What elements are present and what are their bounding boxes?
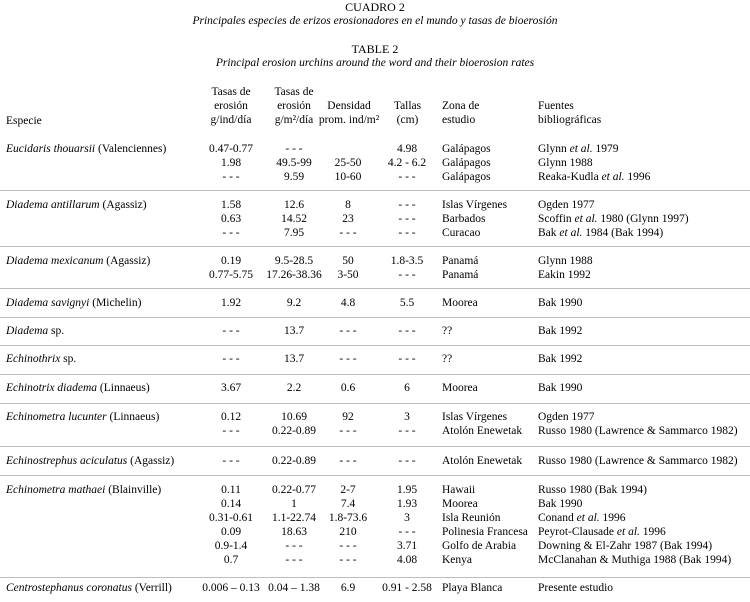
table-cell: 3-50 [337, 269, 359, 281]
table-cell: Barbados [442, 213, 486, 225]
table-cell: Downing & El-Zahr 1987 (Bak 1994) [538, 540, 713, 552]
table-cell: 0.31-0.61 [208, 512, 254, 524]
table-cell: 17.26-38.36 [266, 269, 322, 281]
table-cell: - - - [398, 269, 416, 281]
species-name: Echinotrix diadema (Linnaeus) [6, 382, 150, 394]
table-cell: 0.6 [340, 382, 356, 394]
table-cell: Glynn 1988 [538, 255, 593, 267]
header-especie: Especie [6, 115, 42, 127]
table-cell: - - - [398, 227, 416, 239]
table-cell: Bak et al. 1984 (Bak 1994) [538, 227, 664, 239]
table-cell: 9.59 [283, 171, 305, 183]
table-cell: Russo 1980 (Lawrence & Sammarco 1982) [538, 425, 738, 437]
header-tasa1-line: erosión [214, 100, 248, 112]
row-divider [0, 246, 750, 247]
table-cell: 6.9 [340, 582, 356, 594]
row-divider [0, 374, 750, 375]
species-name: Diadema antillarum (Agassiz) [6, 199, 147, 211]
table-cell: 1.98 [220, 157, 242, 169]
table-cell: Reaka-Kudla et al. 1996 [538, 171, 651, 183]
table-cell: 3 [404, 411, 410, 423]
header-fuentes-line: Fuentes [538, 100, 574, 112]
table-cell: 10-60 [334, 171, 362, 183]
table-cell: Ogden 1977 [538, 411, 595, 423]
table-cell: 50 [342, 255, 354, 267]
table-cell: 210 [339, 526, 357, 538]
table-cell: Atolón Enewetak [442, 455, 523, 467]
table-cell: 1.58 [220, 199, 242, 211]
header-tasa1-line: Tasas de [211, 86, 251, 98]
table-cell: Russo 1980 (Lawrence & Sammarco 1982) [538, 455, 738, 467]
species-name: Centrostephanus coronatus (Verrill) [6, 582, 172, 594]
table-cell: - - - [398, 213, 416, 225]
table-cell: - - - [398, 353, 416, 365]
table-cell: 6 [404, 382, 410, 394]
table-cell: 0.77-5.75 [208, 269, 254, 281]
table-cell: Kenya [442, 554, 473, 566]
table-cell: 4.98 [396, 143, 418, 155]
table-cell: Panamá [442, 255, 479, 267]
table-cell: 3.71 [396, 540, 418, 552]
table-cell: Islas Vírgenes [442, 199, 508, 211]
table-cell: - - - [285, 540, 303, 552]
table-cell: Galápagos [442, 171, 491, 183]
table-cell: Ogden 1977 [538, 199, 595, 211]
header-zona-line: Zona de [442, 100, 480, 112]
header-densidad-line: prom. ind/m² [318, 114, 380, 126]
table-cell: McClanahan & Muthiga 1988 (Bak 1994) [538, 554, 732, 566]
table-cell: 2.2 [286, 382, 302, 394]
table-cell: Eakin 1992 [538, 269, 591, 281]
table-cell: 0.19 [220, 255, 242, 267]
table-title-en: TABLE 2 [351, 42, 399, 56]
row-divider [0, 317, 750, 318]
table-cell: 9.2 [286, 297, 302, 309]
species-name: Diadema sp. [6, 325, 65, 337]
table-cell: 0.04 – 1.38 [268, 582, 320, 594]
table-cell: Moorea [442, 297, 478, 309]
table-cell: Glynn 1988 [538, 157, 593, 169]
header-tasa2-line: g/m²/día [274, 114, 314, 126]
row-divider [0, 577, 750, 578]
species-name: Echinometra lucunter (Linnaeus) [6, 411, 160, 423]
row-divider [0, 190, 750, 191]
table-cell: - - - [339, 540, 357, 552]
table-cell: 0.09 [220, 526, 242, 538]
header-tallas-line: (cm) [396, 114, 419, 126]
table-cell: Scoffin et al. 1980 (Glynn 1997) [538, 213, 689, 225]
header-tasa2-line: erosión [277, 100, 311, 112]
table-cell: 0.11 [221, 484, 241, 496]
table-cell: ?? [442, 325, 453, 337]
header-tasa2-line: Tasas de [274, 86, 314, 98]
table-cell: 0.12 [220, 411, 242, 423]
row-divider [0, 475, 750, 476]
table-cell: 1.95 [396, 484, 418, 496]
table-cell: - - - [339, 425, 357, 437]
table-cell: 92 [342, 411, 354, 423]
species-name: Diadema mexicanum (Agassiz) [6, 255, 151, 267]
species-name: Eucidaris thouarsii (Valenciennes) [6, 143, 167, 155]
table-cell: 18.63 [281, 526, 307, 538]
row-divider [0, 446, 750, 447]
table-cell: 4.08 [396, 554, 418, 566]
table-cell: Panamá [442, 269, 479, 281]
table-cell: 0.22-0.89 [271, 455, 317, 467]
table-cell: - - - [222, 425, 240, 437]
table-cell: Moorea [442, 382, 478, 394]
table-cell: Atolón Enewetak [442, 425, 523, 437]
table-cell: - - - [285, 143, 303, 155]
header-tallas-line: Tallas [393, 100, 422, 112]
table-cell: - - - [398, 171, 416, 183]
table-cell: 0.9-1.4 [214, 540, 248, 552]
table-cell: - - - [222, 171, 240, 183]
table-cell: - - - [222, 455, 240, 467]
table-cell: Galápagos [442, 143, 491, 155]
table-cell: - - - [285, 554, 303, 566]
table-cell: 5.5 [399, 297, 415, 309]
header-tasa1-line: g/ind/día [210, 114, 252, 126]
table-cell: 0.22-0.89 [271, 425, 317, 437]
table-cell: 1.8-3.5 [390, 255, 424, 267]
table-cell: 7.4 [340, 498, 356, 510]
table-cell: 1 [291, 498, 297, 510]
table-subtitle-en: Principal erosion urchins around the word and their bioerosion rates [215, 57, 535, 69]
table-title-es: CUADRO 2 [345, 0, 405, 14]
table-cell: 25-50 [334, 157, 362, 169]
table-cell: 0.22-0.77 [271, 484, 317, 496]
header-densidad-line: Densidad [327, 100, 371, 112]
table-cell: - - - [222, 227, 240, 239]
table-cell: Bak 1990 [538, 498, 583, 510]
table-cell: - - - [398, 325, 416, 337]
table-cell: 23 [342, 213, 354, 225]
table-cell: 12.6 [283, 199, 305, 211]
species-name: Echinothrix sp. [6, 353, 77, 365]
table-cell: 0.91 - 2.58 [382, 582, 432, 594]
table-cell: - - - [398, 425, 416, 437]
row-divider [0, 403, 750, 404]
species-name: Echinostrephus aciculatus (Agassiz) [6, 455, 175, 467]
table-cell: 7.95 [283, 227, 305, 239]
table-cell: ?? [442, 353, 453, 365]
table-cell: 2-7 [340, 484, 356, 496]
table-cell: 0.63 [220, 213, 242, 225]
table-cell: 49.5-99 [276, 157, 312, 169]
table-cell: Hawaii [442, 484, 476, 496]
table-cell: Bak 1992 [538, 325, 583, 337]
table-cell: Islas Vírgenes [442, 411, 508, 423]
table-cell: - - - [398, 526, 416, 538]
table-cell: - - - [339, 554, 357, 566]
table-cell: Curacao [442, 227, 481, 239]
table-cell: 0.14 [220, 498, 242, 510]
table-cell: - - - [339, 353, 357, 365]
table-cell: Polinesia Francesa [442, 526, 528, 538]
species-name: Diadema savignyi (Michelin) [6, 297, 142, 309]
table-cell: 4.8 [340, 297, 356, 309]
table-cell: - - - [398, 455, 416, 467]
table-cell: 9.5-28.5 [274, 255, 314, 267]
row-divider [0, 288, 750, 289]
table-cell: - - - [339, 325, 357, 337]
table-cell: - - - [222, 353, 240, 365]
table-cell: 13.7 [283, 325, 305, 337]
table-cell: 0.006 – 0.13 [202, 582, 260, 594]
table-cell: 8 [345, 199, 351, 211]
table-cell: 0.47-0.77 [208, 143, 254, 155]
table-cell: 10.69 [281, 411, 307, 423]
table-cell: Conand et al. 1996 [538, 512, 626, 524]
table-cell: 3.67 [220, 382, 242, 394]
table-cell: Russo 1980 (Bak 1994) [538, 484, 647, 496]
table-cell: 4.2 - 6.2 [387, 157, 427, 169]
table-cell: 1.93 [396, 498, 418, 510]
table-cell: Bak 1990 [538, 297, 583, 309]
header-zona-line: estudio [442, 114, 476, 126]
table-cell: Peyrot-Clausade et al. 1996 [538, 526, 666, 538]
table-cell: 1.1-22.74 [271, 512, 317, 524]
table-cell: Bak 1990 [538, 382, 583, 394]
table-cell: 3 [404, 512, 410, 524]
row-divider [0, 345, 750, 346]
header-fuentes-line: bibliográficas [538, 114, 602, 126]
table-cell: Bak 1992 [538, 353, 583, 365]
table-cell: Isla Reunión [442, 512, 501, 524]
table-cell: 1.8-73.6 [328, 512, 368, 524]
table-cell: - - - [339, 455, 357, 467]
table-cell: - - - [222, 325, 240, 337]
species-name: Echinometra mathaei (Blainville) [6, 484, 162, 496]
table-cell: - - - [398, 199, 416, 211]
table-cell: Glynn et al. 1979 [538, 143, 619, 155]
table-subtitle-es: Principales especies de erizos erosionadores en el mundo y tasas de bioerosión [192, 15, 558, 27]
table-cell: Moorea [442, 498, 478, 510]
table-cell: Playa Blanca [442, 582, 503, 594]
table-cell: Presente estudio [538, 582, 614, 594]
table-cell: 14.52 [281, 213, 307, 225]
table-cell: 1.92 [220, 297, 242, 309]
table-cell: Galápagos [442, 157, 491, 169]
table-cell: 13.7 [283, 353, 305, 365]
table-cell: 0.7 [223, 554, 239, 566]
table-cell: - - - [339, 227, 357, 239]
table-cell: Golfo de Arabia [442, 540, 517, 552]
